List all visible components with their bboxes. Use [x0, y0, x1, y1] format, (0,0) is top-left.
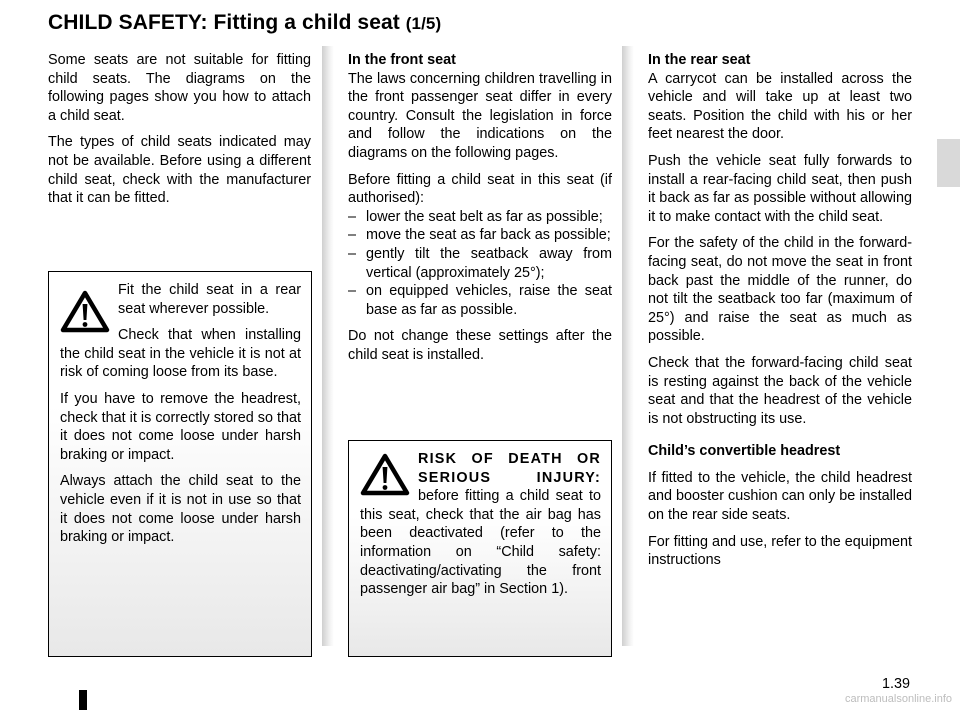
warning-triangle-icon [360, 452, 410, 496]
title-text: CHILD SAFETY: Fitting a child seat [48, 11, 400, 34]
list-item: – lower the seat belt as far as possible; [348, 208, 612, 227]
page-title [48, 11, 441, 35]
intro-paragraph-2: The types of child seats indicated may not be available. Before using a different child seat, check with the manufacturer that it can be fitted. [48, 134, 311, 207]
front-seat-paragraph-3: Do not change these settings after the child seat is installed. [348, 328, 612, 363]
convertible-headrest-heading: Child’s convertible headrest [648, 443, 841, 460]
rear-seat-column [648, 51, 912, 578]
warning-box-airbag [348, 440, 612, 657]
watermark: carmanualsonline.info [844, 693, 952, 705]
section-tab-marker [937, 139, 960, 187]
rear-seat-paragraph-3: For the safety of the child in the forward-facing seat, do not move the seat in front back past the middle of the runner, do not tilt the seatback too far (maximum of 25°) and raise the seat as much as possible. [648, 235, 912, 345]
column-separator-2 [622, 46, 634, 646]
intro-paragraph-1: Some seats are not suitable for fitting child seats. The diagrams on the following pages show you how to attach a child seat. [48, 52, 311, 124]
warning1-paragraph-2: Check that when installing the child seat in the vehicle it is not at risk of coming loose from its base. [60, 327, 301, 381]
rear-seat-paragraph-2: Push the vehicle seat fully forwards to install a rear-facing child seat, then push it back as far as possible without allowing it to make contact with the child seat. [648, 152, 912, 225]
rear-seat-paragraph-6: For fitting and use, refer to the equipment instructions [648, 533, 912, 569]
intro-column [48, 51, 311, 216]
list-item: – on equipped vehicles, raise the seat base as far as possible. [348, 282, 612, 319]
page-number: 1.39 [881, 676, 910, 692]
rear-seat-paragraph-1: A carrycot can be installed across the vehicle and will take up at least two seats. Position the child with his or her feet nearest the door. [648, 70, 912, 143]
corner-mark [79, 690, 87, 710]
front-seat-steps-list [348, 208, 612, 320]
rear-seat-heading: In the rear seat [648, 52, 751, 68]
rear-seat-paragraph-4: Check that the forward-facing child seat is resting against the back of the vehicle seat and that the headrest of the vehicle is not obstructing its use. [648, 354, 912, 427]
warning-triangle-icon [60, 289, 110, 333]
list-item: – gently tilt the seatback away from vertical (approximately 25°); [348, 245, 612, 282]
title-page-part: (1/5) [405, 14, 442, 33]
rear-seat-paragraph-5: If fitted to the vehicle, the child headrest and booster cushion can only be installed on the rear side seats. [648, 469, 913, 524]
front-seat-paragraph-2: Before fitting a child seat in this seat (if authorised): [348, 171, 612, 207]
front-seat-heading: In the front seat [348, 52, 456, 68]
warning1-paragraph-1: Fit the child seat in a rear seat wherever possible. [118, 282, 301, 317]
warning1-paragraph-3: If you have to remove the headrest, check that it is correctly stored so that it does not come loose under harsh braking or impact. [60, 390, 301, 463]
list-item: – move the seat as far back as possible; [348, 226, 612, 245]
warning2-bold-lead: RISK OF DEATH OR SERIOUS INJURY: [418, 451, 601, 486]
front-seat-column [348, 51, 612, 373]
front-seat-paragraph-1: The laws concerning children travelling in the front passenger seat differ in every country. Consult the legislation in force and follow the indications on the diagrams on the following pages. [348, 70, 612, 161]
column-separator-1 [322, 46, 334, 646]
warning1-paragraph-4: Always attach the child seat to the vehicle even if it is not in use so that it does not come loose under harsh braking or impact. [60, 473, 301, 546]
warning-box-rear-seat [48, 271, 312, 657]
warning2-text: before fitting a child seat to this seat, check that the air bag has been deactivated (refer to the information on “Child safety: deactivating/activating the front passenger air bag” in Section 1). [360, 488, 601, 598]
